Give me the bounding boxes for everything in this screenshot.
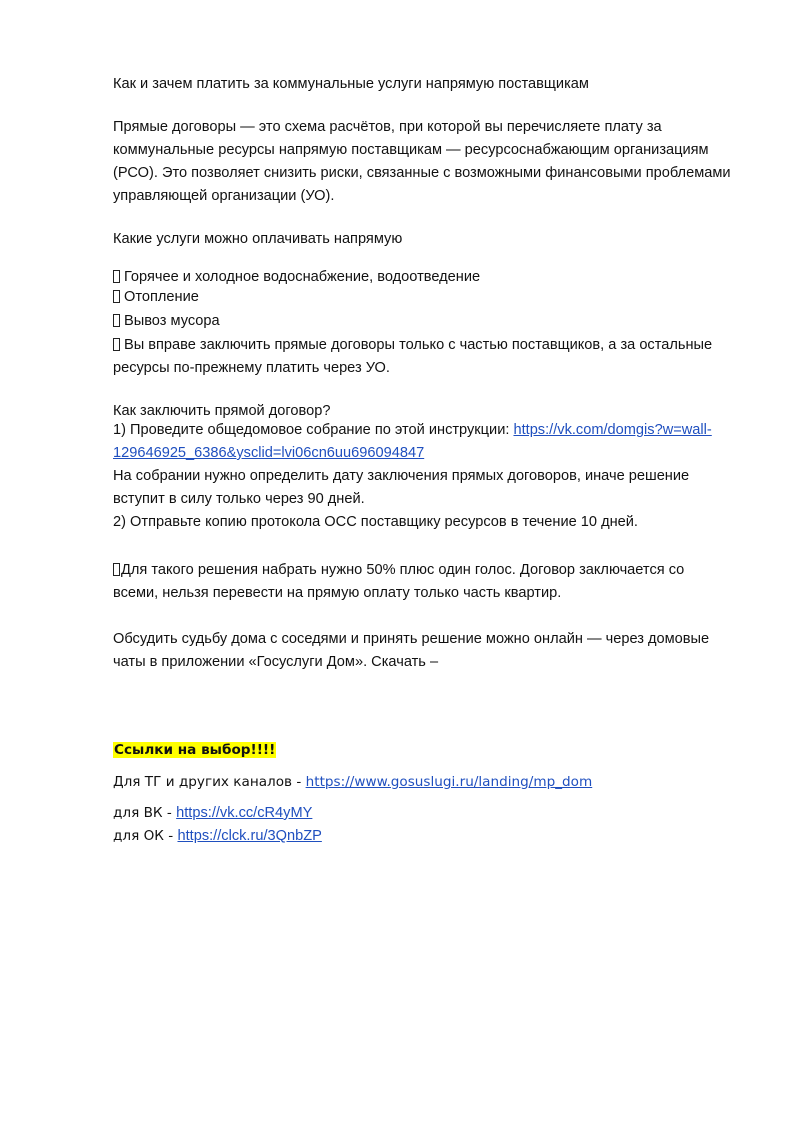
services-heading: Какие услуги можно оплачивать напрямую [113,231,403,247]
vk-label: для ВК - [113,805,177,821]
discuss-line-2: чаты в приложении «Госуслуги Дом». Скачать – [113,654,439,670]
vote-note-line-2: всеми, нельзя перевести на прямую оплату только часть квартир. [113,585,562,601]
step1-link-cont[interactable]: 129646925_6386&ysclid=lvi06cn6uu696094847 [113,445,425,461]
service-item-water [113,268,480,286]
step1-note-line-2: вступит в силу только через 90 дней. [113,491,365,507]
intro-line-1: Прямые договоры — это схема расчётов, при которой вы перечисляете плату за [113,119,662,135]
step1-note-line-1: На собрании нужно определить дату заключения прямых договоров, иначе решение [113,468,690,484]
intro-line-2: коммунальные ресурсы напрямую поставщикам — ресурсоснабжающим организациям [113,142,709,158]
tg-link[interactable]: https://www.gosuslugi.ru/landing/mp_dom [305,774,593,790]
vk-link[interactable]: https://vk.cc/cR4yMY [176,805,313,821]
links-heading [113,741,276,759]
service-item-label: Горячее и холодное водоснабжение, водоотведение [124,269,481,285]
links-heading-highlight: Ссылки на выбор!!!! [114,742,276,758]
step1-link-cont-line [113,444,424,462]
intro-line-3: (РСО). Это позволяет снизить риски, связанные с возможными финансовыми проблемами [113,165,731,181]
service-item-label: Отопление [124,289,199,305]
vk-link-line [113,804,312,822]
tg-link-line [113,773,592,791]
step2-line: 2) Отправьте копию протокола ОСС поставщику ресурсов в течение 10 дней. [113,514,638,530]
tg-label: Для ТГ и других каналов - [113,774,306,790]
step1-link[interactable]: https://vk.com/domgis?w=wall- [513,422,712,438]
service-item-label: Вывоз мусора [124,313,220,329]
ok-label: для ОК - [113,828,178,844]
ok-link-line [113,827,322,845]
service-item-garbage [113,312,220,330]
step1-line [113,421,712,439]
missing-glyph-box-icon [113,314,120,327]
missing-glyph-box-icon [113,563,120,576]
missing-glyph-box-icon [113,338,120,351]
service-item-label: Вы вправе заключить прямые договоры только с частью поставщиков, а за остальные [124,337,713,353]
intro-line-4: управляющей организации (УО). [113,188,335,204]
ok-link[interactable]: https://clck.ru/3QnbZP [177,828,322,844]
how-heading: Как заключить прямой договор? [113,403,331,419]
service-item-partial [113,336,712,354]
missing-glyph-box-icon [113,290,120,303]
document-title: Как и зачем платить за коммунальные услуги напрямую поставщикам [113,76,589,92]
discuss-line-1: Обсудить судьбу дома с соседями и принять решение можно онлайн — через домовые [113,631,710,647]
service-item-heating [113,288,199,306]
vote-note-text: Для такого решения набрать нужно 50% плюс один голос. Договор заключается со [121,562,685,578]
service-item-partial-cont: ресурсы по-прежнему платить через УО. [113,360,390,376]
missing-glyph-box-icon [113,270,120,283]
step1-text: 1) Проведите общедомовое собрание по этой инструкции: [113,422,514,438]
vote-note-line-1 [113,561,684,579]
